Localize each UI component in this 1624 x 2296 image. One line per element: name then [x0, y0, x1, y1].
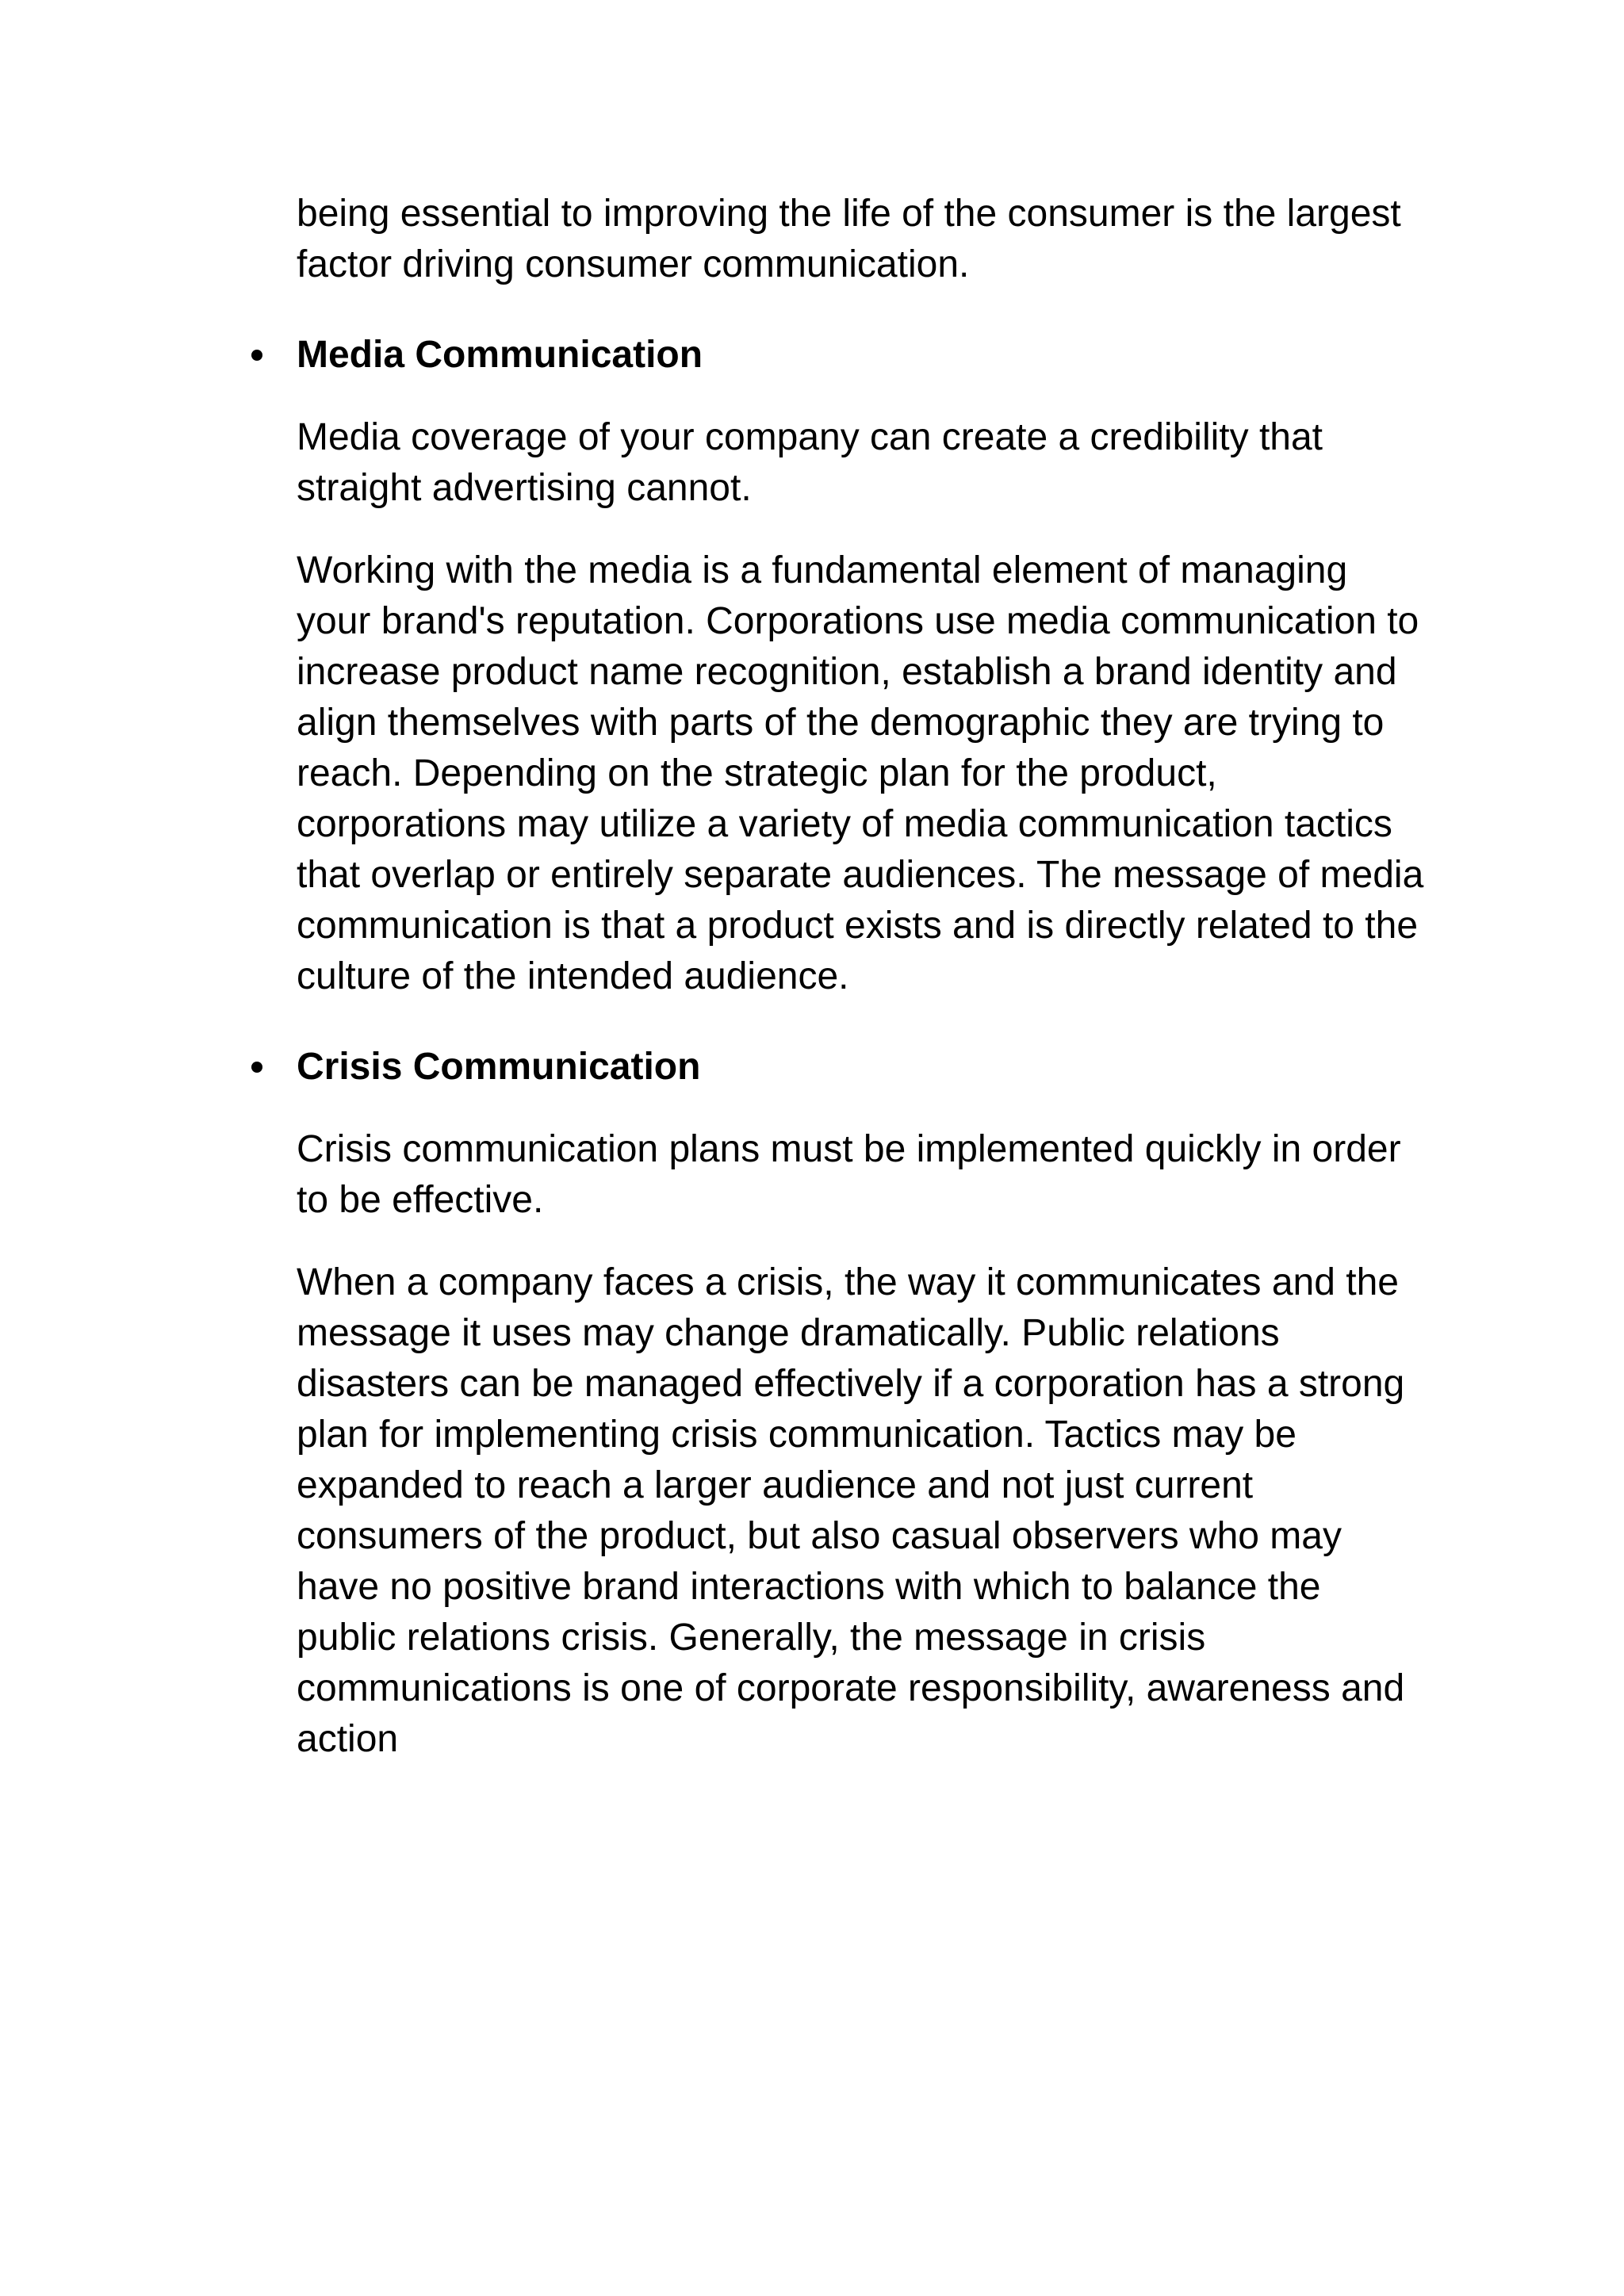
section-paragraph	[297, 1257, 1438, 1765]
section-media-communication	[297, 330, 1438, 1002]
text-line: reach. Depending on the strategic plan for the product,	[297, 752, 1217, 794]
text-line: your brand's reputation. Corporations use media communication to	[297, 600, 1419, 642]
text-line: culture of the intended audience.	[297, 955, 849, 997]
text-line: being essential to improving the life of the consumer is the largest	[297, 193, 1401, 235]
text-line: to be effective.	[297, 1179, 544, 1221]
text-line: increase product name recognition, establish a brand identity and	[297, 651, 1397, 693]
text-line: message it uses may change dramatically. Public relations	[297, 1312, 1280, 1354]
text-line: consumers of the product, but also casual observers who may	[297, 1515, 1342, 1557]
intro-paragraph	[297, 189, 1438, 290]
text-line: corporations may utilize a variety of media communication tactics	[297, 803, 1392, 845]
text-line: expanded to reach a larger audience and not just current	[297, 1464, 1254, 1506]
section-paragraph	[297, 412, 1438, 514]
text-line: action	[297, 1718, 399, 1760]
text-line: When a company faces a crisis, the way it communicates and the	[297, 1261, 1399, 1303]
section-heading-text: Media Communication	[297, 334, 703, 376]
text-line: communications is one of corporate responsibility, awareness and	[297, 1667, 1405, 1709]
text-line: that overlap or entirely separate audiences. The message of media	[297, 854, 1424, 896]
text-line: disasters can be managed effectively if a corporation has a strong	[297, 1363, 1405, 1405]
text-line: Media coverage of your company can create a credibility that	[297, 416, 1323, 458]
text-line: factor driving consumer communication.	[297, 243, 970, 285]
text-line: straight advertising cannot.	[297, 467, 752, 509]
document-body	[297, 189, 1438, 1765]
section-heading	[297, 1042, 1438, 1093]
text-line: public relations crisis. Generally, the message in crisis	[297, 1617, 1206, 1659]
text-line: plan for implementing crisis communication. Tactics may be	[297, 1414, 1297, 1456]
text-line: have no positive brand interactions with which to balance the	[297, 1566, 1321, 1608]
section-paragraph	[297, 1124, 1438, 1226]
text-line: Working with the media is a fundamental element of managing	[297, 549, 1348, 591]
bullet-icon	[251, 350, 262, 361]
text-line: align themselves with parts of the demographic they are trying to	[297, 702, 1385, 744]
section-heading	[297, 330, 1438, 381]
text-line: Crisis communication plans must be implemented quickly in order	[297, 1128, 1401, 1170]
section-heading-text: Crisis Communication	[297, 1046, 701, 1088]
section-paragraph	[297, 545, 1438, 1002]
bullet-icon	[251, 1062, 262, 1073]
section-crisis-communication	[297, 1042, 1438, 1765]
text-line: communication is that a product exists and is directly related to the	[297, 905, 1419, 947]
